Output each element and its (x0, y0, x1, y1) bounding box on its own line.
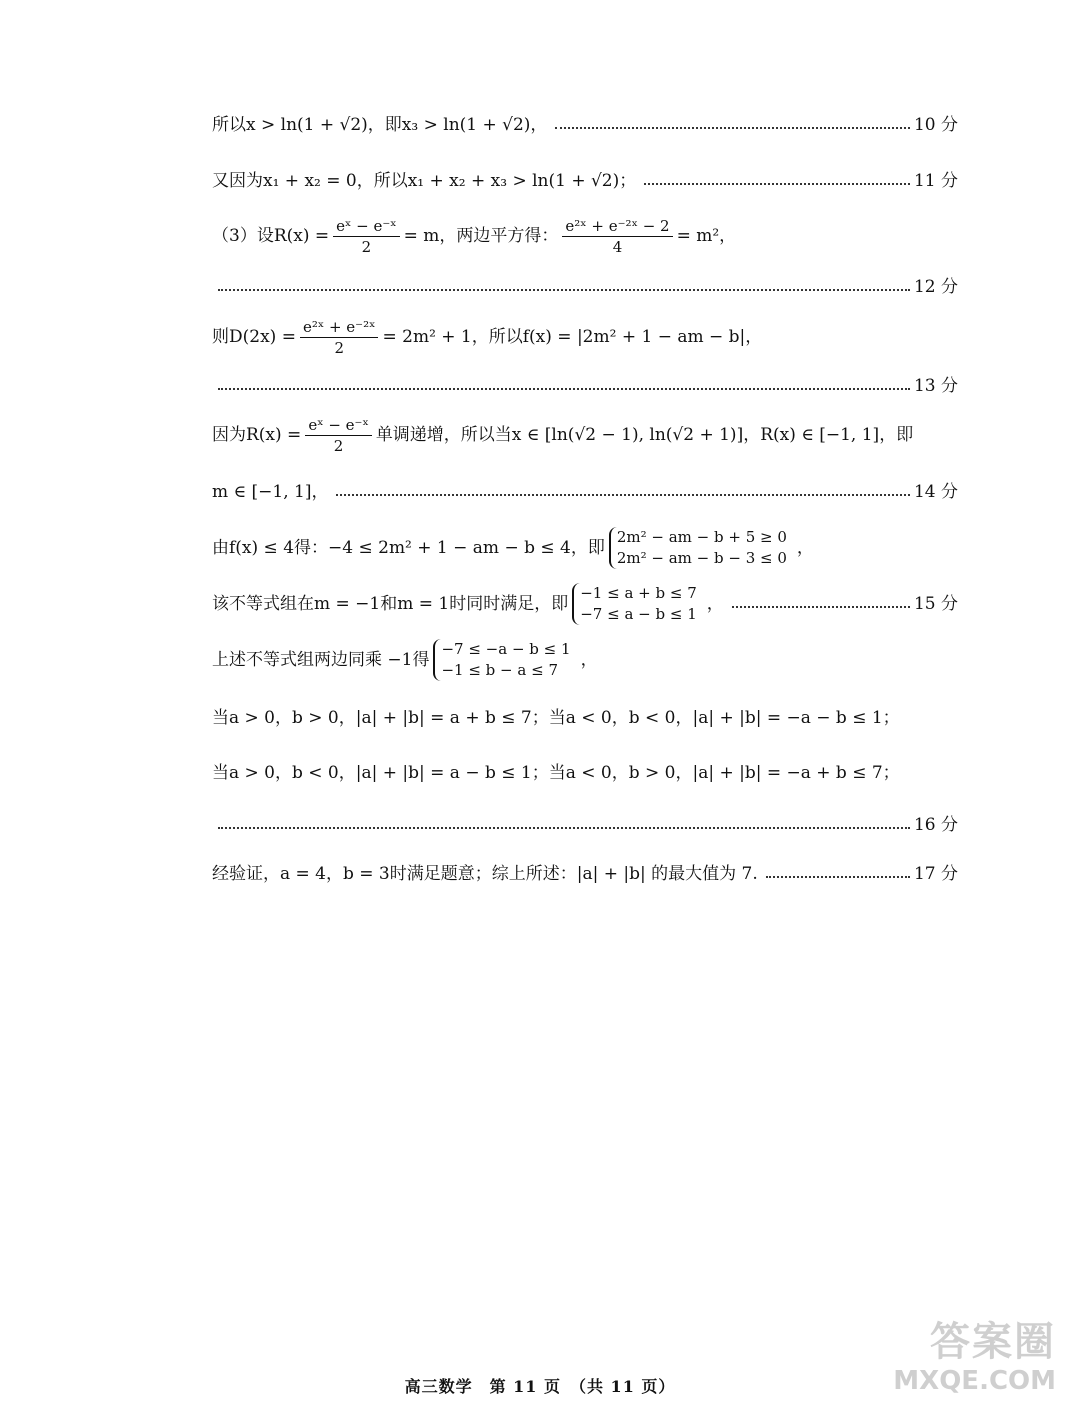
score-label: 17 分 (913, 864, 958, 884)
inequality-system (609, 527, 793, 569)
solution-line-13 (212, 373, 958, 399)
solution-text: 则D(2x) = (212, 327, 296, 347)
fraction-denominator: 4 (612, 237, 623, 256)
dot-leader (218, 827, 910, 829)
system-row: −1 ≤ a + b ≤ 7 (580, 584, 697, 602)
system-row: 2m² − am − b + 5 ≥ 0 (616, 528, 787, 546)
watermark-logo (856, 1318, 1056, 1404)
page-footer: 高三数学 第 11 页 （共 11 页） (404, 1377, 676, 1396)
dot-leader (218, 388, 910, 390)
solution-line-15 (212, 580, 958, 628)
solution-text: 因为R(x) = (212, 425, 302, 445)
system-row: 2m² − am − b − 3 ≤ 0 (616, 549, 787, 567)
solution-line-inequality (212, 524, 958, 572)
solution-text: 所以x > ln(1 + √2)，即x₃ > ln(1 + √2)， (212, 115, 548, 135)
solution-text: = m²， (676, 226, 737, 246)
solution-text: ， (580, 650, 598, 670)
inequality-system (433, 639, 576, 681)
score-label: 16 分 (913, 815, 958, 835)
solution-text: 又因为x₁ + x₂ = 0，所以x₁ + x₂ + x₃ > ln(1 + √2)； (212, 171, 637, 191)
solution-line-D2x (212, 315, 958, 359)
system-row: −7 ≤ −a − b ≤ 1 (441, 640, 571, 658)
score-label: 15 分 (913, 594, 958, 614)
solution-text: 经验证，a = 4，b = 3时满足题意；综上所述：|a| + |b| 的最大值为 7. (212, 864, 758, 884)
fraction-denominator: 2 (334, 338, 344, 357)
fraction-numerator: eˣ − e⁻ˣ (333, 216, 400, 237)
fraction (333, 216, 400, 257)
watermark-text: 答案圈 (930, 1318, 1056, 1365)
fraction-numerator: e²ˣ + e⁻²ˣ (300, 317, 379, 338)
system-row: −1 ≤ b − a ≤ 7 (441, 661, 558, 679)
score-label: 11 分 (913, 171, 958, 191)
system-row: −7 ≤ a − b ≤ 1 (580, 605, 697, 623)
solution-line-10 (212, 112, 958, 138)
solution-line-case1 (212, 705, 958, 731)
solution-text: = 2m² + 1，所以f(x) = |2m² + 1 − am − b|， (382, 327, 763, 347)
fraction-denominator: 2 (333, 436, 344, 455)
solution-line-11 (212, 168, 958, 194)
solution-text: 由f(x) ≤ 4得：−4 ≤ 2m² + 1 − am − b ≤ 4，即 (212, 538, 605, 558)
solution-line-14 (212, 479, 958, 505)
solution-text: 单调递增，所以当x ∈ [ln(√2 − 1), ln(√2 + 1)]，R(x) ∈ [−1, 1]，即 (375, 425, 914, 445)
fraction (305, 415, 372, 456)
solution-line-12 (212, 274, 958, 300)
inequality-system (572, 583, 703, 625)
solution-line-17 (212, 861, 958, 887)
solution-text: m ∈ [−1, 1]， (212, 482, 329, 502)
solution-text: ， (796, 538, 814, 558)
dot-leader (732, 606, 910, 608)
dot-leader (336, 494, 909, 496)
solution-line-case2 (212, 760, 958, 786)
solution-text: 该不等式组在m = −1和m = 1时同时满足，即 (212, 594, 569, 614)
score-label: 10 分 (913, 115, 958, 135)
fraction (300, 317, 379, 358)
dot-leader (766, 876, 910, 878)
fraction-numerator: e²ˣ + e⁻²ˣ − 2 (562, 216, 672, 237)
score-label: 14 分 (913, 482, 958, 502)
solution-text: （3）设R(x) = (212, 226, 330, 246)
solution-line-monotonic (212, 413, 982, 457)
solution-text: 当a > 0，b < 0，|a| + |b| = a − b ≤ 1；当a < 0，b > 0，|a| + |b| = −a + b ≤ 7； (212, 763, 900, 783)
fraction-denominator: 2 (361, 237, 372, 256)
solution-text: = m，两边平方得： (403, 226, 559, 246)
dot-leader (555, 127, 910, 129)
solution-line-16 (212, 812, 958, 838)
solution-text: 上述不等式组两边同乘 −1得 (212, 650, 430, 670)
solution-text: 当a > 0，b > 0，|a| + |b| = a + b ≤ 7；当a < 0，b < 0，|a| + |b| = −a − b ≤ 1； (212, 708, 900, 728)
dot-leader (644, 183, 910, 185)
watermark-url: MXQE.COM (893, 1366, 1056, 1396)
fraction (562, 216, 672, 257)
dot-leader (218, 289, 910, 291)
solution-content (212, 583, 724, 625)
solution-text: ， (706, 594, 724, 614)
score-label: 12 分 (913, 277, 958, 297)
fraction-numerator: eˣ − e⁻ˣ (305, 415, 372, 436)
score-label: 13 分 (913, 376, 958, 396)
solution-line-multiply (212, 636, 958, 684)
solution-line-part3 (212, 214, 958, 258)
